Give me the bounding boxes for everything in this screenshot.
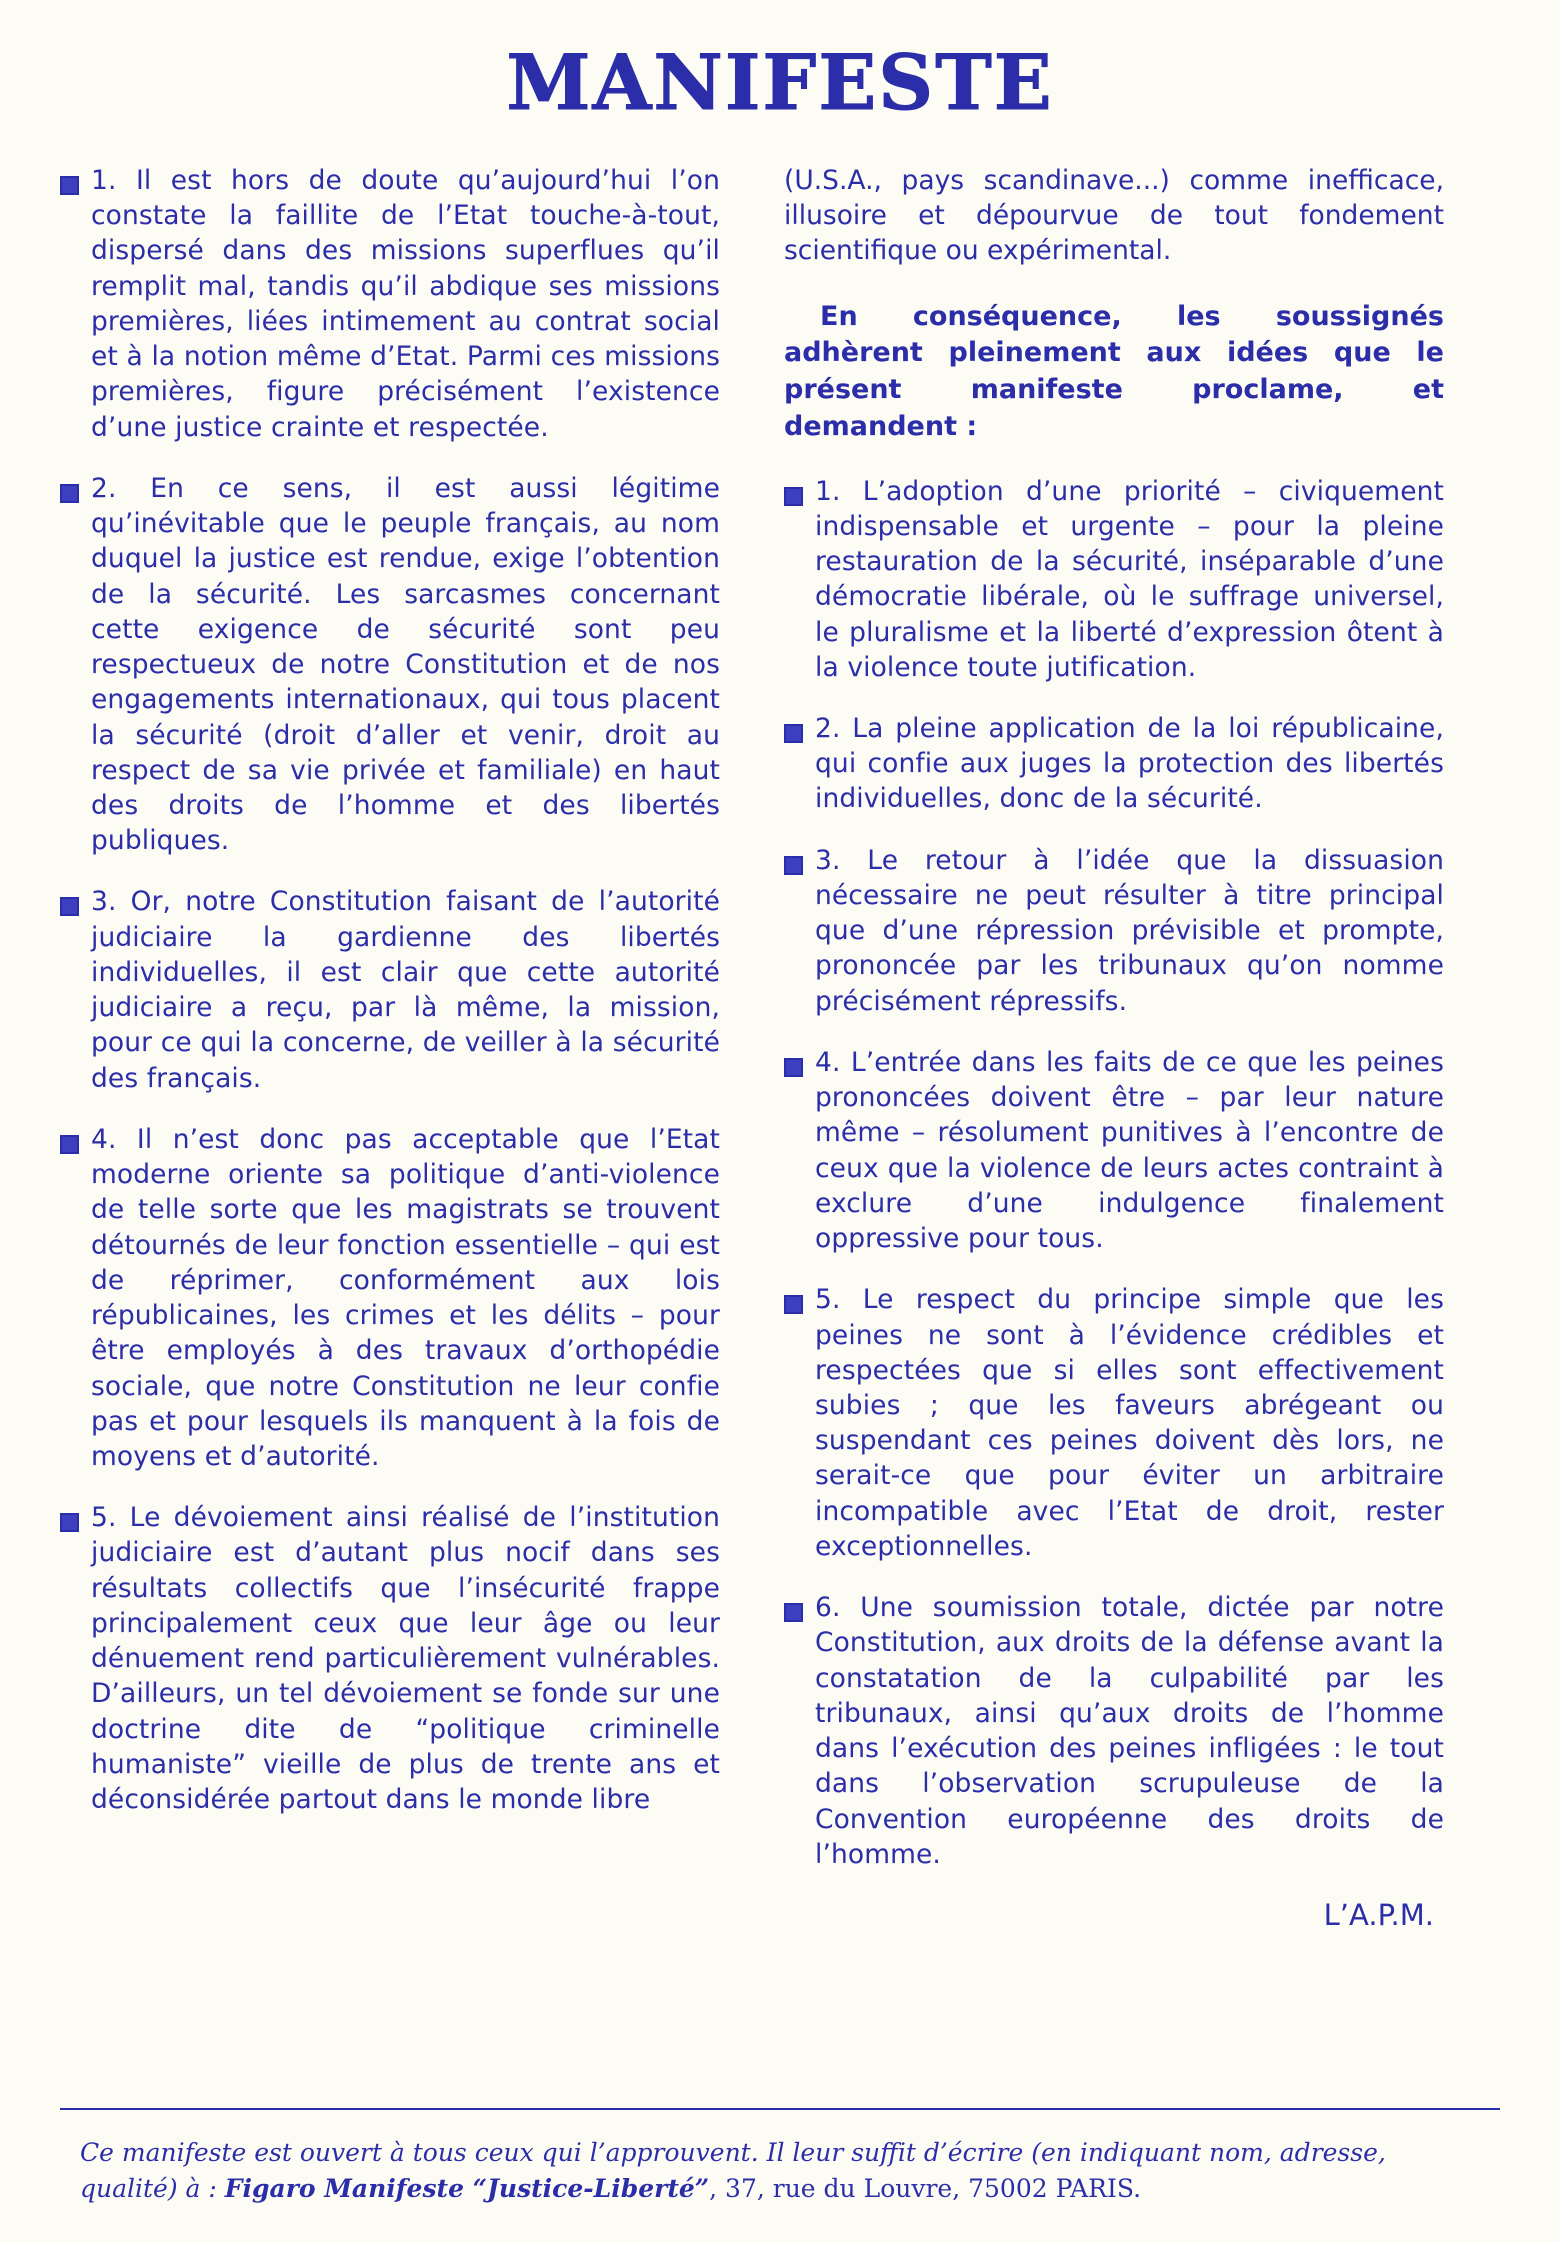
footer-note <box>80 2135 1480 2206</box>
paragraph-text: 2. En ce sens, il est aussi légitime qu’inévitable que le peuple français, au nom duquel la justice est rendue, exige l’obtention de la sécurité. Les sarcasmes concernant cette exigence de sécurité sont peu respectueux de notre Constitution et de nos engagements internationaux, qui tous placent la sécurité (droit d’aller et venir, droit au respect de sa vie privée et familiale) en haut des droits de l’homme et des libertés publiques. <box>91 472 720 857</box>
list-item <box>784 843 1444 1019</box>
paragraph-text: 5. Le dévoiement ainsi réalisé de l’institution judiciaire est d’autant plus nocif dans ses résultats collectifs que l’insécurité frappe principalement ceux que leur âge ou leur dénuement rend particulièrement vulnérables. D’ailleurs, un tel dévoiement se fonde sur une doctrine dite de “politique criminelle humaniste” vieille de plus de trente ans et déconsidérée partout dans le monde libre <box>91 1502 720 1816</box>
list-item <box>784 1282 1444 1564</box>
paragraph-text: 3. Or, notre Constitution faisant de l’autorité judiciaire la gardienne des libertés individuelles, il est clair que cette autorité judiciaire a reçu, par là même, la mission, pour ce qui la concerne, de veiller à la sécurité des français. <box>91 886 720 1094</box>
square-bullet-icon <box>784 1603 803 1622</box>
footer-address-name: Figaro Manifeste “Justice-Liberté” <box>224 2173 710 2203</box>
paragraph-text: 2. La pleine application de la loi républicaine, qui confie aux juges la protection des libertés individuelles, donc de la sécurité. <box>815 712 1444 815</box>
list-item <box>60 884 720 1095</box>
signature: L’A.P.M. <box>1323 1898 1434 1933</box>
square-bullet-icon <box>784 1295 803 1314</box>
list-item <box>60 1500 720 1817</box>
square-bullet-icon <box>784 487 803 506</box>
square-bullet-icon <box>60 484 79 503</box>
page-title: MANIFESTE <box>506 38 1054 127</box>
footer-divider <box>60 2108 1500 2110</box>
footer-lead-text: qualité) à : <box>80 2173 225 2203</box>
list-item <box>784 474 1444 685</box>
footer-line-1: Ce manifeste est ouvert à tous ceux qui l’approuvent. Il leur suffit d’écrire (en indiquant nom, adresse, <box>80 2138 1386 2167</box>
square-bullet-icon <box>784 724 803 743</box>
paragraph-text: 4. Il n’est donc pas acceptable que l’Etat moderne oriente sa politique d’anti-violence de telle sorte que les magistrats se trouvent détournés de leur fonction essentielle – qui est de réprimer, conformément aux lois républicaines, les crimes et les délits – pour être employés à des travaux d’orthopédie sociale, que notre Constitution ne leur confie pas et pour lesquels ils manquent à la fois de moyens et d’autorité. <box>91 1123 720 1472</box>
list-item <box>784 711 1444 817</box>
paragraph-text: 5. Le respect du principe simple que les peines ne sont à l’évidence crédibles et respectées que si elles sont effectivement subies ; que les faveurs abrégeant ou suspendant ces peines doivent dès lors, ne serait-ce que pour éviter un arbitraire incompatible avec l’Etat de droit, rester exceptionnelles. <box>815 1284 1444 1562</box>
footer-line-2 <box>80 2171 1480 2207</box>
list-item <box>784 1590 1444 1872</box>
list-item <box>60 471 720 859</box>
square-bullet-icon <box>60 1135 79 1154</box>
callout-statement: En conséquence, les soussignés adhèrent pleinement aux idées que le présent manifeste proclame, et demandent : <box>784 300 1444 442</box>
paragraph-text: 3. Le retour à l’idée que la dissuasion nécessaire ne peut résulter à titre principal que d’une répression prévisible et prompte, prononcée par les tribunaux qu’on nomme précisément répressifs. <box>815 844 1444 1017</box>
square-bullet-icon <box>60 176 79 195</box>
paragraph-text: 4. L’entrée dans les faits de ce que les peines prononcées doivent être – par leur nature même – résolument punitives à l’encontre de ceux que la violence de leurs actes contraint à exclure d’une indulgence finalement oppressive pour tous. <box>815 1046 1444 1255</box>
paragraph-text: 1. L’adoption d’une priorité – civiquement indispensable et urgente – pour la pleine restauration de la sécurité, inséparable d’une démocratie libérale, où le suffrage universel, le pluralisme et la liberté d’expression ôtent à la violence toute jutification. <box>815 475 1444 683</box>
list-item <box>60 163 720 445</box>
square-bullet-icon <box>784 1058 803 1077</box>
list-item <box>784 1045 1444 1256</box>
list-item <box>60 1122 720 1474</box>
paragraph-text: 1. Il est hors de doute qu’aujourd’hui l’on constate la faillite de l’Etat touche-à-tout, dispersé dans des missions superflues qu’il remplit mal, tandis qu’il abdique ses missions premières, liées intimement au contrat social et à la notion même d’Etat. Parmi ces missions premières, figure précisément l’existence d’une justice crainte et respectée. <box>91 165 720 443</box>
footer-address-rest: , 37, rue du Louvre, 75002 PARIS. <box>709 2173 1142 2203</box>
square-bullet-icon <box>60 897 79 916</box>
square-bullet-icon <box>60 1513 79 1532</box>
manifesto-page <box>0 38 1560 2242</box>
paragraph-continuation: (U.S.A., pays scandinave...) comme inefficace, illusoire et dépourvue de tout fondement scientifique ou expérimental. <box>784 165 1444 267</box>
left-column <box>60 163 720 1843</box>
two-column-body <box>60 163 1500 1932</box>
square-bullet-icon <box>784 856 803 875</box>
paragraph-text: 6. Une soumission totale, dictée par notre Constitution, aux droits de la défense avant la constatation de la culpabilité par les tribunaux, ainsi qu’aux droits de l’homme dans l’exécution des peines infligées : le tout dans l’observation scrupuleuse de la Convention européenne des droits de l’homme. <box>815 1592 1444 1870</box>
right-column <box>784 163 1444 1932</box>
